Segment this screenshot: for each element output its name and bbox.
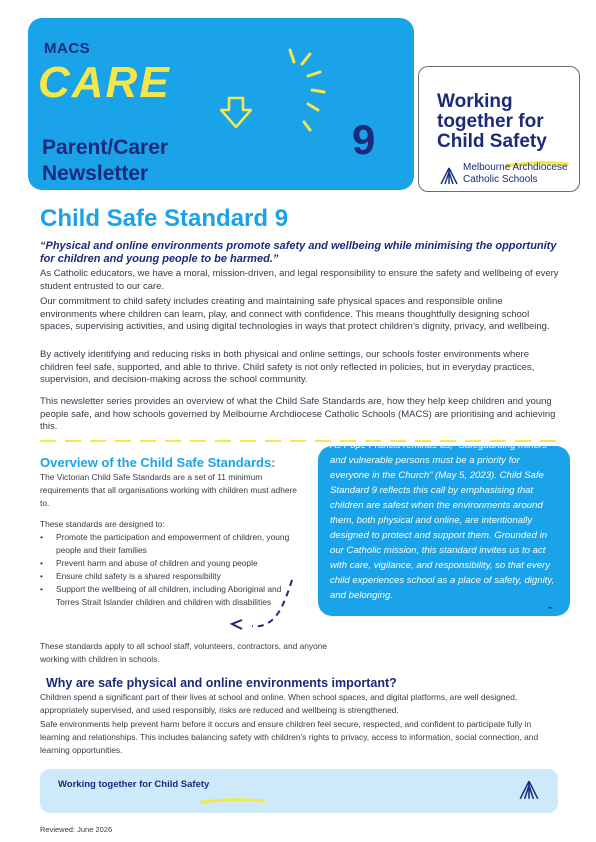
list-item: • Promote the participation and empowerment of children, young people and their families <box>40 531 300 557</box>
curved-arrow-icon <box>226 576 298 632</box>
sun-rays-icon <box>280 42 340 137</box>
newsletter-title: Parent/Carer Newsletter <box>42 136 169 185</box>
overview-heading: Overview of the Child Safe Standards: <box>40 455 276 470</box>
list-item: • Prevent harm and abuse of children and young people <box>40 557 300 570</box>
designed-label: These standards are designed to: <box>40 519 165 529</box>
why-paragraph-1: Children spend a significant part of their lives at school and online. When school spaces, and digital platforms, are well designed, appropriately supervised, and used responsibly, risks are reduced and wellbeing is strengthened. <box>40 692 518 715</box>
macs-wordmark: MACS <box>44 40 91 57</box>
why-heading: Why are safe physical and online environments important? <box>46 676 397 690</box>
logo-title: Working together for Child Safety <box>437 91 547 152</box>
standard-number: 9 <box>352 116 376 163</box>
list-item: • Ensure child safety is a shared responsibility <box>40 570 300 583</box>
macs-mark-icon <box>439 166 459 186</box>
footer-tagline: Working together for Child Safety <box>58 779 210 790</box>
care-logo-text: CARE <box>38 58 171 107</box>
standard-quote: “Physical and online environments promote safety and wellbeing while minimising the opportunity for children and young people to be harmed.” <box>40 240 557 265</box>
macs-mark-icon <box>518 779 540 801</box>
series-paragraph: This newsletter series provides an overview of what the Child Safe Standards are, how they help keep children and young people safe, and how schools governed by Melbourne Archdiocese Catholic Schools (MACS) are prioritising and achieving this. <box>40 396 556 432</box>
footer-band <box>40 769 558 813</box>
page-title: Child Safe Standard 9 <box>40 205 289 232</box>
overview-outro: These standards apply to all school staff, volunteers, contractors, and anyone working with children in schools. <box>40 641 328 664</box>
reviewed-date: Reviewed: June 2026 <box>40 825 113 834</box>
quote-dash: - <box>548 600 552 614</box>
why-paragraph-2: Safe environments help prevent harm before it occurs and ensure children feel secure, respected, and confident to participate fully in learning and relationships. This includes balancing safety with children’s rights to privacy, access to information, social connection, and learning opportunities. <box>40 719 539 755</box>
pope-quote-text: As Pope Francis reminds us, “Safeguarding minors and vulnerable persons must be a priority for everyone in the Church” (May 5, 2023). Child Safe Standard 9 reflects this call by emphasising that children are safest when the environments around them, both physical and online, are intentionally designed to protect and support them. Grounded in our Catholic mission, this standard invites us to act with care, vigilance, and responsibility, so that every child experiences school as a place of safety, dignity, and belonging. <box>330 440 555 601</box>
risk-paragraph: By actively identifying and reducing risks in both physical and online settings, our schools foster environments where children feel safe, supported, and able to thrive. Child safety is not only reflected in policies, but in everyday practices, supervision, and decision-making across the school community. <box>40 349 535 385</box>
list-item: • Support the wellbeing of all children, including Aboriginal and Torres Strait Islander children and children with disabilities <box>40 583 300 609</box>
arrow-down-icon <box>218 96 254 130</box>
overview-intro: The Victorian Child Safe Standards are a set of 11 minimum requirements that all organisations working with children must adhere to. <box>40 472 297 508</box>
quote-panel <box>318 440 570 616</box>
logo-org-name: Melbourne Archdiocese Catholic Schools <box>463 162 568 185</box>
yellow-swoosh-icon <box>200 797 266 805</box>
intro-paragraph: As Catholic educators, we have a moral, mission-driven, and legal responsibility to ensure the safety and wellbeing of every student entrusted to our care. <box>40 268 559 292</box>
commitment-paragraph: Our commitment to child safety includes creating and maintaining safe physical spaces and responsible online environments where children can learn, play, and connect with confidence. This means thoughtfully designing school spaces, supervising activities, and using digital technologies in ways that protect children’s dignity, privacy, and wellbeing. <box>40 296 550 332</box>
